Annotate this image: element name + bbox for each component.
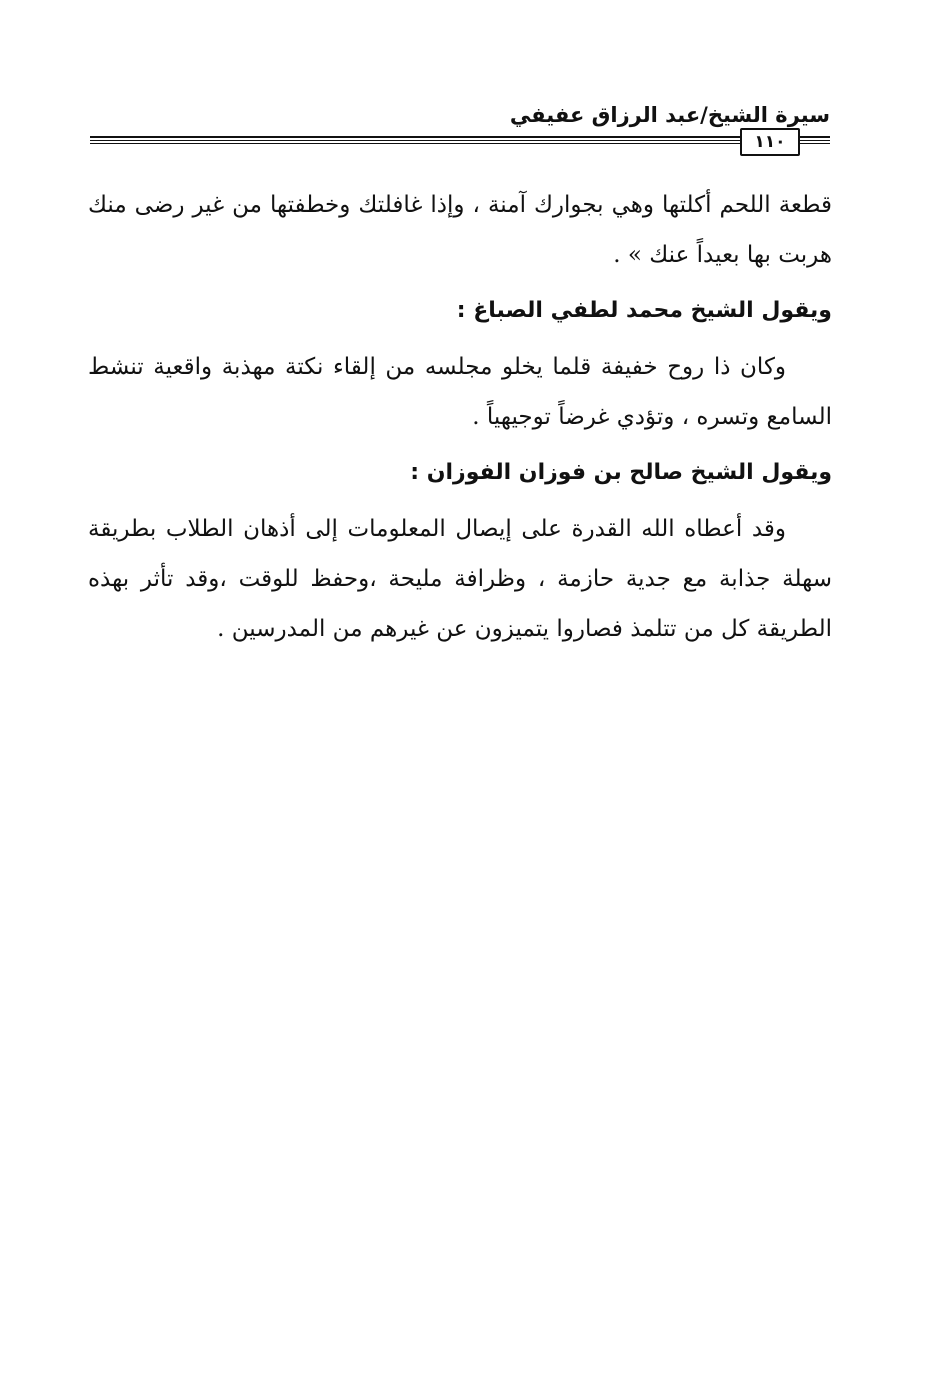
running-title: سيرة الشيخ/عبد الرزاق عفيفي bbox=[509, 103, 830, 127]
quote-heading-sabbagh: ويقول الشيخ محمد لطفي الصباغ : bbox=[456, 298, 832, 323]
page-number: ١١٠ bbox=[740, 128, 800, 156]
quote-heading-fawzan: ويقول الشيخ صالح بن فوزان الفوزان : bbox=[410, 460, 832, 485]
header-rule-line bbox=[90, 143, 740, 144]
paragraph-fawzan-quote: وقد أعطاه الله القدرة على إيصال المعلومات إلى أذهان الطلاب بطريقة سهلة جذابة مع جدية حازمة ، وظرافة مليحة ،وحفظ للوقت ،وقد تأثر بهذه الطريقة كل من تتلمذ فصاروا يتميزون عن غيرهم من المدرسين . bbox=[88, 516, 832, 642]
header-rule-line bbox=[796, 140, 830, 141]
paragraph-sabbagh-quote: وكان ذا روح خفيفة قلما يخلو مجلسه من إلقاء نكتة مهذبة واقعية تنشط السامع وتسره ، وتؤدي غرضاً توجيهياً . bbox=[88, 354, 832, 430]
header-rule-line bbox=[796, 143, 830, 144]
header-rule bbox=[90, 132, 830, 156]
body-text bbox=[88, 180, 832, 654]
header-rule-line bbox=[90, 136, 830, 138]
paragraph-continuation: قطعة اللحم أكلتها وهي بجوارك آمنة ، وإذا غافلتك وخطفتها من غير رضى منك هربت بها بعيداً عنك » . bbox=[88, 192, 832, 268]
header-rule-line bbox=[90, 140, 740, 141]
